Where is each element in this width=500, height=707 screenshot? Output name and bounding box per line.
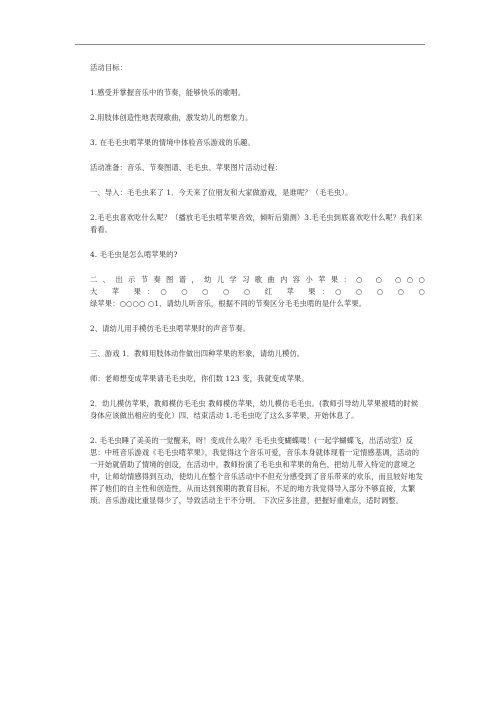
- step-intro-4: 4. 毛毛虫是怎么啃苹果的?: [90, 250, 178, 259]
- game-step-1: 三、游戏 1．教师用肢体动作做出四种苹果的形象，请幼儿模仿。: [90, 349, 305, 358]
- preparation-line: 活动准备：音乐、节奏图谱、毛毛虫、苹果图片活动过程：: [90, 163, 283, 172]
- step-intro-2-3: 2.毛毛虫喜欢吃什么呢？（播放毛毛虫啃苹果音效，倾听后猜测）3.毛毛虫到底喜欢吃什么呢？我们来看看。: [90, 213, 423, 234]
- goal-item-1: 1.感受并掌握音乐中的节奏，能够快乐的歌唱。: [90, 88, 246, 97]
- game-step-2-and-ending: 2．幼儿模仿苹果，教师模仿毛毛虫 教师模仿苹果，幼儿模仿毛毛虫。(教师引导幼儿苹果被啃的时候身体应该做出相应的变化）四、结束活动 1.毛毛虫吃了这么多苹果，开始休息了。: [90, 399, 419, 420]
- goal-item-2: 2.用肢体创造性地表现歌曲，激发幼儿的想象力。: [90, 113, 253, 122]
- rhythm-line-3: 绿苹果：○○○○ ○1、请幼儿听音乐，根据不同的节奏区分毛毛虫啃的是什么苹果。: [90, 299, 367, 308]
- rhythm-line-1: 二、出示节奏图谱，幼儿学习歌曲内容小苹果：○ ○ ○○○: [90, 275, 425, 284]
- rhythm-line-2: 大 苹 果：○ ○ ○ ○ ○ 红 苹 果：○ ○ ○ ○ ○: [90, 287, 425, 296]
- section-heading-goals: 活动目标：: [90, 63, 127, 72]
- document-body: [90, 62, 425, 520]
- step-intro: 一、导入：毛毛虫来了 1．今天来了位朋友和大家做游戏，是谁呢？（毛毛虫）。: [90, 188, 353, 197]
- header-rule: [75, 44, 425, 45]
- teacher-line: 师：老师想变成苹果请毛毛虫吃，你们数 123 变，我就变成苹果。: [90, 374, 309, 383]
- ending-and-reflection: 2. 毛毛虫睡了美美的一觉醒来，呀！变成什么啦？毛毛虫变蝴蝶喽！(一起学蝴蝶飞，出活动室）反思：中班音乐游戏《毛毛虫啃苹果》，我觉得这个音乐可爱，音乐本身就体现着一定情感基调，活动的一开始就借助了情境的创设，在活动中，教师扮演了毛毛虫和苹果的角色，把幼儿带入特定的意境之中，让师幼情感得到互动，使幼儿在整个音乐活动中不但充分感受到了音乐带来的欢乐，而且较好地发挥了他们的自主性和创造性，从而达到预期的教育目标，不足的地方我觉得导入部分不够直接，太繁琐。音乐游戏比重显得少了，导致活动主干不分明。 下次应多注意，把握好重难点，适时调整。: [90, 436, 423, 505]
- goal-item-3: 3. 在毛毛虫啃苹果的情境中体验音乐游戏的乐趣。: [90, 138, 255, 147]
- rhythm-step-2: 2、请幼儿用手模仿毛毛虫啃苹果时的声音节奏。: [90, 324, 251, 333]
